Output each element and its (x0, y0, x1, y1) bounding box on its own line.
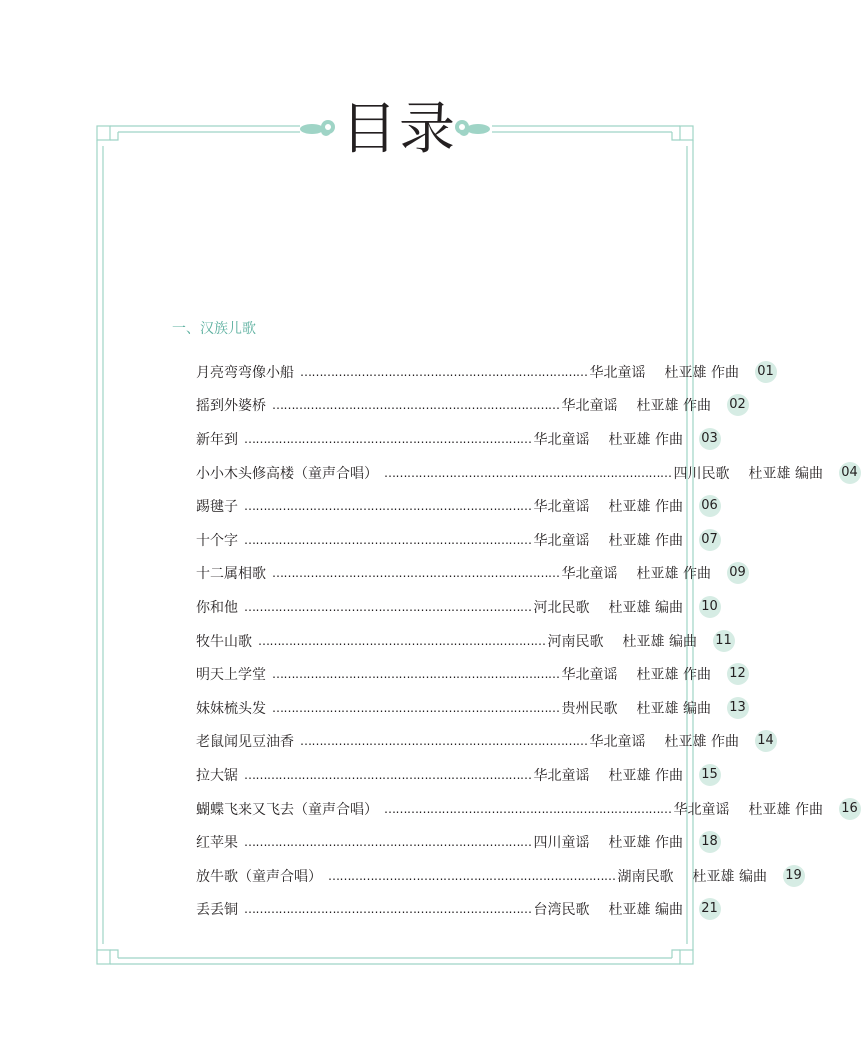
page-number-badge: 06 (699, 495, 721, 517)
entry-title: 十二属相歌 (196, 566, 266, 583)
entry-title: 踢毽子 (196, 499, 238, 516)
entry-composer: 杜亚雄 作曲 (636, 398, 711, 415)
toc-entry[interactable] (196, 422, 718, 456)
toc-entry[interactable] (196, 792, 858, 826)
entry-title: 你和他 (196, 599, 238, 616)
toc-entry[interactable] (196, 389, 746, 423)
entry-source: 四川民歌 (673, 465, 730, 482)
page-title: 目录 (341, 97, 457, 162)
entry-title: 放牛歌（童声合唱） (196, 868, 322, 885)
toc-entry[interactable] (196, 590, 718, 624)
entry-title: 摇到外婆桥 (196, 398, 266, 415)
entry-composer: 杜亚雄 作曲 (748, 801, 823, 818)
entry-source: 四川童谣 (533, 835, 590, 852)
dot-leader: ………………………………………………………………… (258, 633, 546, 648)
page-number-badge: 02 (727, 394, 749, 416)
entry-composer: 杜亚雄 编曲 (692, 868, 767, 885)
entry-title: 蝴蝶飞来又飞去（童声合唱） (196, 801, 378, 818)
entry-composer: 杜亚雄 作曲 (664, 364, 739, 381)
entry-source: 华北童谣 (533, 767, 590, 784)
page-number-badge: 12 (727, 663, 749, 685)
entry-composer: 杜亚雄 作曲 (608, 499, 683, 516)
page-number-badge: 11 (713, 630, 735, 652)
toc-entry[interactable] (196, 691, 746, 725)
entry-composer: 杜亚雄 编曲 (748, 465, 823, 482)
dot-leader: ………………………………………………………………… (300, 734, 588, 749)
entry-title: 丢丢铜 (196, 902, 238, 919)
entry-source: 华北童谣 (673, 801, 730, 818)
entry-title: 新年到 (196, 431, 238, 448)
toc-entry[interactable] (196, 859, 802, 893)
entry-source: 华北童谣 (589, 734, 646, 751)
entry-title: 明天上学堂 (196, 667, 266, 684)
page-number-badge: 14 (755, 730, 777, 752)
dot-leader: ………………………………………………………………… (244, 599, 532, 614)
entry-title: 十个字 (196, 532, 238, 549)
entry-composer: 杜亚雄 编曲 (622, 633, 697, 650)
dot-leader: ………………………………………………………………… (384, 801, 672, 816)
toc-entry[interactable] (196, 825, 718, 859)
dot-leader: ………………………………………………………………… (244, 902, 532, 917)
page-number-badge: 09 (727, 562, 749, 584)
section-heading: 一、汉族儿歌 (172, 321, 256, 337)
entry-source: 华北童谣 (561, 667, 618, 684)
page-number-badge: 03 (699, 428, 721, 450)
dot-leader: ………………………………………………………………… (244, 499, 532, 514)
dot-leader: ………………………………………………………………… (300, 364, 588, 379)
entry-composer: 杜亚雄 作曲 (608, 835, 683, 852)
page-number-badge: 04 (839, 462, 861, 484)
entry-composer: 杜亚雄 编曲 (608, 902, 683, 919)
entry-source: 华北童谣 (533, 431, 590, 448)
page-number-badge: 13 (727, 697, 749, 719)
entry-source: 贵州民歌 (561, 700, 618, 717)
dot-leader: ………………………………………………………………… (272, 700, 560, 715)
page-number-badge: 19 (783, 865, 805, 887)
entry-source: 华北童谣 (561, 566, 618, 583)
dot-leader: ………………………………………………………………… (244, 431, 532, 446)
entry-source: 华北童谣 (533, 532, 590, 549)
page-number-badge: 10 (699, 596, 721, 618)
entry-source: 台湾民歌 (533, 902, 590, 919)
dot-leader: ………………………………………………………………… (328, 868, 616, 883)
entry-title: 小小木头修高楼（童声合唱） (196, 465, 378, 482)
entry-title: 红苹果 (196, 835, 238, 852)
entry-source: 华北童谣 (561, 398, 618, 415)
toc-entry[interactable] (196, 489, 718, 523)
entry-composer: 杜亚雄 作曲 (636, 667, 711, 684)
page-number-badge: 15 (699, 764, 721, 786)
entry-title: 月亮弯弯像小船 (196, 364, 294, 381)
toc-entry[interactable] (196, 523, 718, 557)
entry-title: 拉大锯 (196, 767, 238, 784)
toc-entry[interactable] (196, 758, 718, 792)
page-number-badge: 01 (755, 361, 777, 383)
dot-leader: ………………………………………………………………… (384, 465, 672, 480)
toc-entry[interactable] (196, 893, 718, 927)
entry-composer: 杜亚雄 作曲 (608, 532, 683, 549)
page-number-badge: 18 (699, 831, 721, 853)
page-number-badge: 16 (839, 798, 861, 820)
dot-leader: ………………………………………………………………… (244, 532, 532, 547)
entry-composer: 杜亚雄 作曲 (608, 767, 683, 784)
entry-composer: 杜亚雄 编曲 (636, 700, 711, 717)
entry-title: 妹妹梳头发 (196, 700, 266, 717)
toc-entry[interactable] (196, 657, 746, 691)
dot-leader: ………………………………………………………………… (272, 667, 560, 682)
entry-composer: 杜亚雄 作曲 (664, 734, 739, 751)
entry-source: 华北童谣 (589, 364, 646, 381)
toc-entry[interactable] (196, 355, 774, 389)
entry-composer: 杜亚雄 编曲 (608, 599, 683, 616)
entry-source: 河南民歌 (547, 633, 604, 650)
entry-source: 华北童谣 (533, 499, 590, 516)
entry-source: 河北民歌 (533, 599, 590, 616)
toc-entry[interactable] (196, 624, 732, 658)
entry-title: 牧牛山歌 (196, 633, 252, 650)
entry-source: 湖南民歌 (617, 868, 674, 885)
toc-entry[interactable] (196, 557, 746, 591)
toc-entry[interactable] (196, 456, 858, 490)
entry-composer: 杜亚雄 作曲 (636, 566, 711, 583)
dot-leader: ………………………………………………………………… (272, 566, 560, 581)
dot-leader: ………………………………………………………………… (244, 835, 532, 850)
dot-leader: ………………………………………………………………… (244, 767, 532, 782)
entry-composer: 杜亚雄 作曲 (608, 431, 683, 448)
dot-leader: ………………………………………………………………… (272, 398, 560, 413)
table-of-contents (196, 355, 858, 926)
toc-entry[interactable] (196, 725, 774, 759)
entry-title: 老鼠闻见豆油香 (196, 734, 294, 751)
page-number-badge: 07 (699, 529, 721, 551)
page-number-badge: 21 (699, 898, 721, 920)
